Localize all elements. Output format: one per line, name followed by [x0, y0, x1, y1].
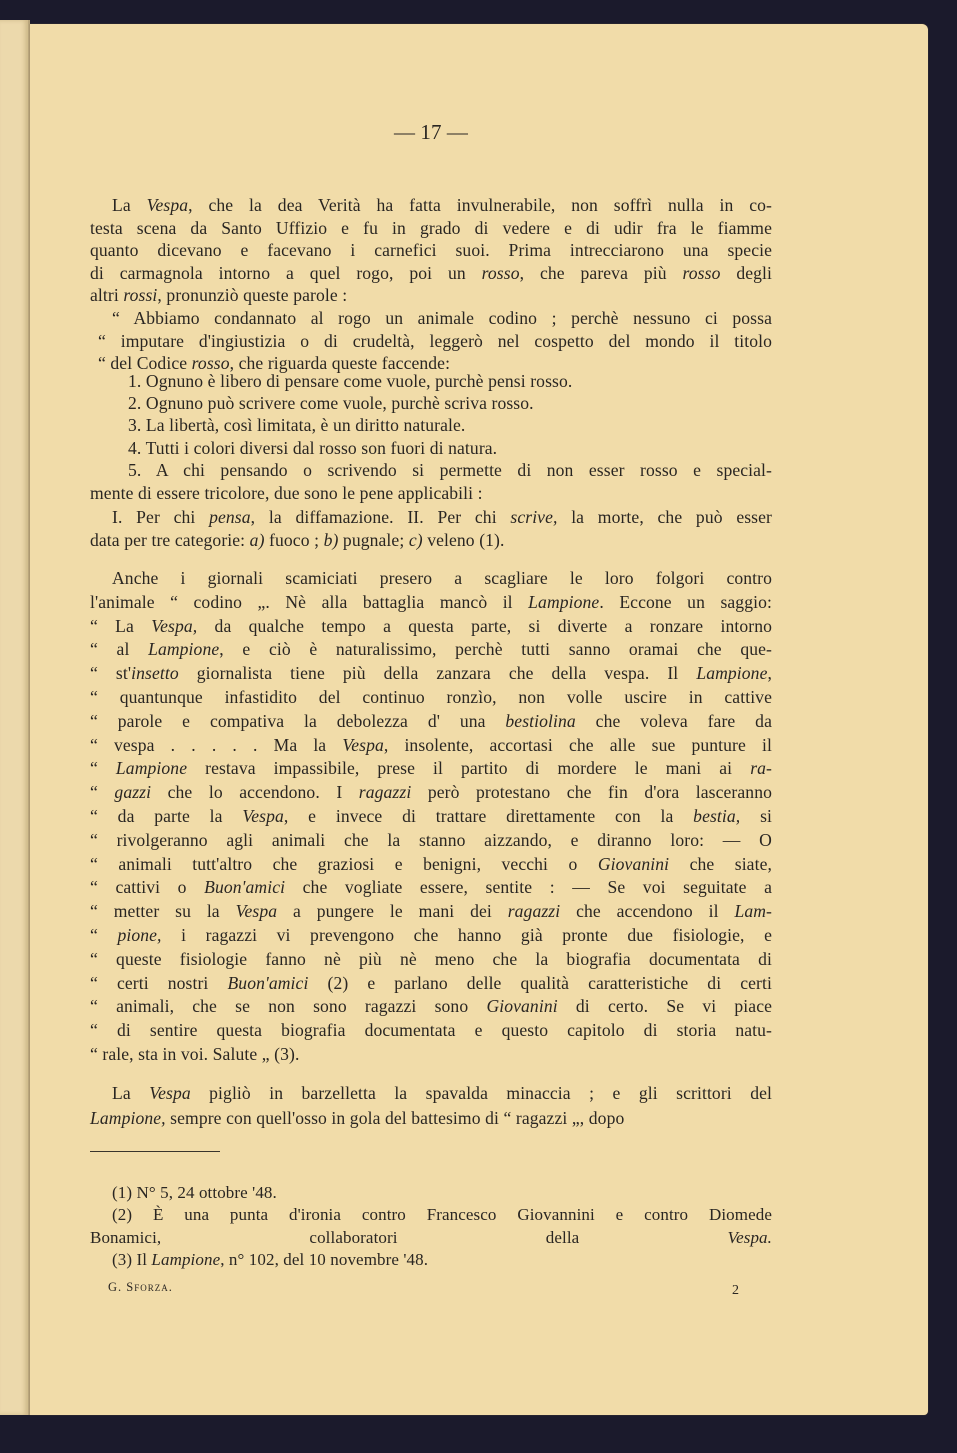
text-line: Lampione, sempre con quell'osso in gola del battesimo di “ ragazzi „, dopo: [90, 1108, 625, 1128]
text-line: data per tre categorie: a) fuoco ; b) pugnale; c) veleno (1).: [90, 529, 505, 550]
text-line: quanto dicevano e facevano i carnefici suoi. Prima intrecciarono una specie: [90, 240, 772, 261]
article-line: mente di essere tricolore, due sono le pene applicabili :: [90, 482, 483, 503]
text-line: testa scena da Santo Uffizio e fu in grado di vedere e di udir fra le fiamme: [90, 217, 772, 238]
quote-line: “ Abbiamo condannato al rogo un animale codino ; perchè nessuno ci possa: [112, 308, 772, 328]
text-line: “ vespa . . . . . Ma la Vespa, insolente, accortasi che alle sue punture il: [90, 734, 772, 755]
footnote-rule: [90, 1151, 220, 1152]
text-line: Anche i giornali scamiciati presero a scagliare le loro folgori contro: [112, 568, 772, 588]
text-line: “ quantunque infastidito del continuo ronzìo, non volle uscire in cattive: [90, 687, 772, 707]
text-line: “ pione, i ragazzi vi prevengono che hanno già pronte due fisiologie, e: [90, 925, 772, 945]
footnote-line: (1) N° 5, 24 ottobre '48.: [112, 1183, 277, 1202]
text-line: “ di sentire questa biografia documentata e questo capitolo di storia natu-: [90, 1020, 772, 1041]
text-line: “ al Lampione, e ciò è naturalissimo, perchè tutti sanno oramai che que-: [90, 639, 772, 660]
page-number: — 17 —: [393, 120, 469, 144]
text-line: “ rivolgeranno agli animali che la stanno aizzando, e diranno loro: — O: [90, 829, 772, 850]
sheet-number: 2: [732, 1283, 740, 1298]
text-line: “ metter su la Vespa a pungere le mani dei ragazzi che accendono il Lam-: [90, 901, 772, 922]
text-line: “ st'insetto giornalista tiene più della zanzara che della vespa. Il Lampione,: [90, 663, 772, 684]
book-page: [30, 24, 928, 1415]
text-line: altri rossi, pronunziò queste parole :: [90, 285, 348, 306]
quote-line: “ imputare d'ingiustizia o di crudeltà, leggerò nel cospetto del mondo il titolo: [98, 330, 772, 351]
footnote-line: Bonamici, collaboratori della Vespa.: [90, 1227, 772, 1247]
text-line: “ animali, che se non sono ragazzi sono Giovanini di certo. Se vi piace: [90, 996, 773, 1017]
text-line: “ parole e compativa la debolezza d' una bestiolina che voleva fare da: [90, 710, 772, 731]
text-line: “ rale, sta in voi. Salute „ (3).: [90, 1044, 300, 1064]
article-line: 3. La libertà, così limitata, è un diritto naturale.: [128, 415, 466, 436]
footnote-line: (2) È una punta d'ironia contro Francesco Giovannini e contro Diomede: [112, 1205, 772, 1225]
text-line: di carmagnola intorno a quel rogo, poi un rosso, che pareva più rosso degli: [90, 262, 772, 283]
text-line: “ Lampione restava impassibile, prese il partito di mordere le mani ai ra-: [90, 758, 772, 779]
article-line: 2. Ognuno può scrivere come vuole, purchè scriva rosso.: [128, 393, 534, 414]
text-line: “ queste fisiologie fanno nè più nè meno che la biografia documentata di: [90, 948, 772, 969]
text-line: “ animali tutt'altro che graziosi e benigni, vecchi o Giovanini che siate,: [90, 853, 772, 874]
text-line: “ La Vespa, da qualche tempo a questa parte, si diverte a ronzare intorno: [90, 615, 772, 636]
quote-line: “ del Codice rosso, che riguarda queste faccende:: [98, 353, 451, 374]
text-line: La Vespa pigliò in barzelletta la spavalda minaccia ; e gli scrittori del: [112, 1083, 772, 1103]
text-line: La Vespa, che la dea Verità ha fatta invulnerabile, non soffrì nulla in co-: [112, 195, 772, 215]
article-line: 1. Ognuno è libero di pensare come vuole, purchè pensi rosso.: [128, 371, 573, 391]
printer-signature: G. Sforza.: [108, 1280, 173, 1294]
text-line: l'animale “ codino „. Nè alla battaglia mancò il Lampione. Eccone un saggio:: [90, 591, 772, 612]
text-line: I. Per chi pensa, la diffamazione. II. Per chi scrive, la morte, che può esser: [112, 507, 772, 527]
text-line: “ gazzi che lo accendono. I ragazzi però protestano che fin d'ora lasceranno: [90, 782, 772, 803]
text-line: “ cattivi o Buon'amici che vogliate essere, sentite : — Se voi seguitate a: [90, 877, 773, 898]
adjacent-page-edge: [0, 20, 30, 1415]
article-line: 4. Tutti i colori diversi dal rosso son fuori di natura.: [128, 437, 498, 458]
article-line: 5. A chi pensando o scrivendo si permette di non esser rosso e special-: [128, 460, 772, 480]
text-line: “ certi nostri Buon'amici (2) e parlano delle qualità caratteristiche di certi: [90, 972, 772, 993]
text-line: “ da parte la Vespa, e invece di trattare direttamente con la bestia, si: [90, 806, 772, 826]
footnote-line: (3) Il Lampione, n° 102, del 10 novembre '48.: [112, 1250, 429, 1270]
